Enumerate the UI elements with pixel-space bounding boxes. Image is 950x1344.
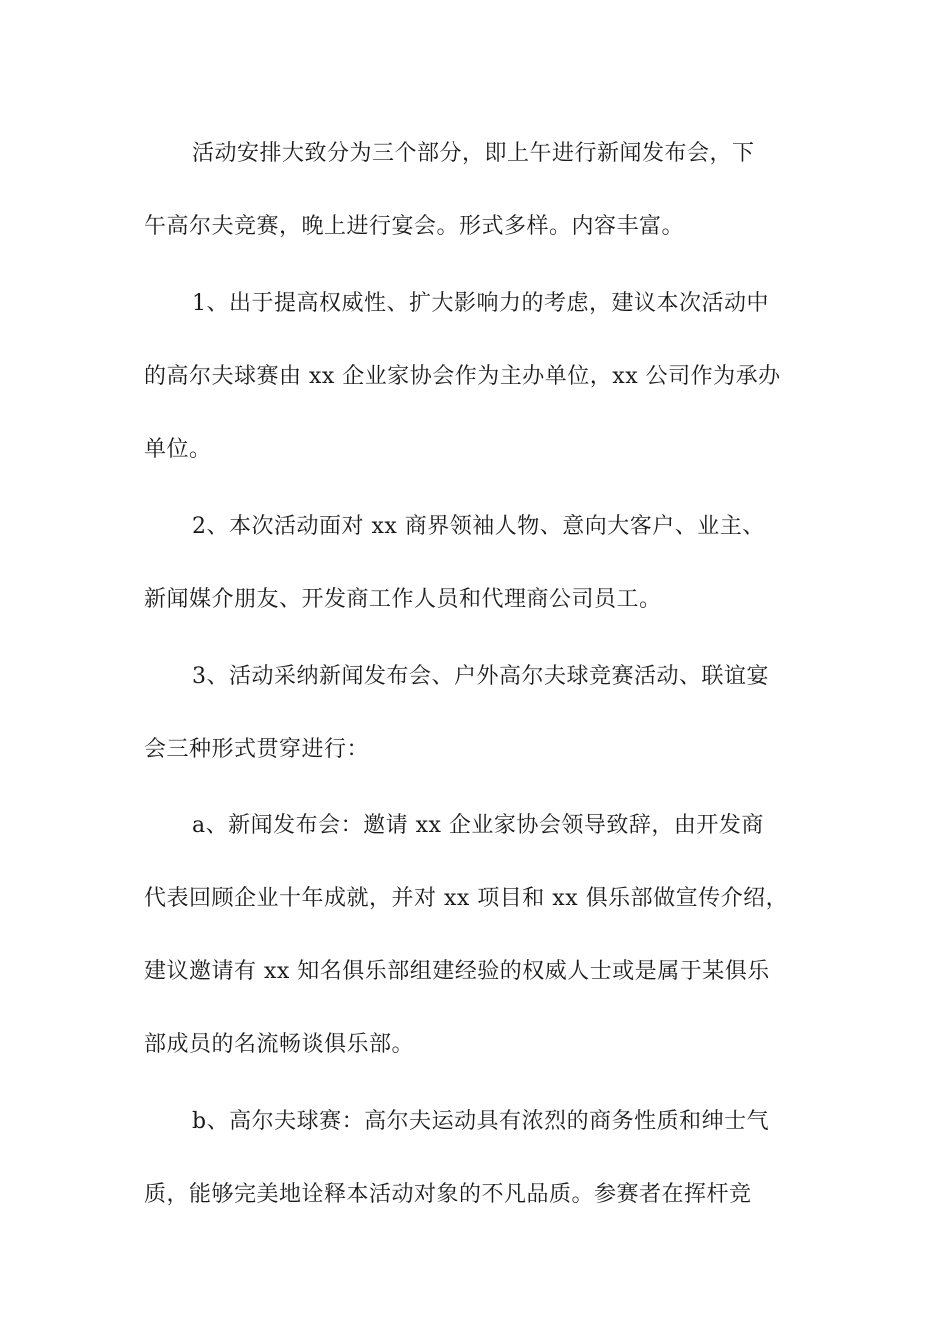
paragraph-2-line-2: 的高尔夫球赛由 xx 企业家协会作为主办单位，xx 公司作为承办 xyxy=(144,364,781,389)
paragraph-5-line-4: 部成员的名流畅谈俱乐部。 xyxy=(144,1032,415,1057)
paragraph-3-line-2: 新闻媒介朋友、开发商工作人员和代理商公司员工。 xyxy=(144,587,662,612)
paragraph-1-line-1: 活动安排大致分为三个部分，即上午进行新闻发布会，下 xyxy=(192,141,755,166)
paragraph-3-line-1: 2、本次活动面对 xx 商界领袖人物、意向大客户、业主、 xyxy=(192,514,765,539)
paragraph-6-line-2: 质，能够完美地诠释本活动对象的不凡品质。参赛者在挥杆竞 xyxy=(144,1182,752,1207)
paragraph-5-line-2: 代表回顾企业十年成就，并对 xx 项目和 xx 俱乐部做宣传介绍， xyxy=(144,886,789,911)
paragraph-6-line-1: b、高尔夫球赛：高尔夫运动具有浓烈的商务性质和绅士气 xyxy=(192,1109,770,1134)
paragraph-5-line-3: 建议邀请有 xx 知名俱乐部组建经验的权威人士或是属于某俱乐 xyxy=(144,959,770,984)
paragraph-1-line-2: 午高尔夫竞赛，晚上进行宴会。形式多样。内容丰富。 xyxy=(144,214,685,239)
paragraph-2-line-3: 单位。 xyxy=(144,437,212,462)
paragraph-4-line-1: 3、活动采纳新闻发布会、户外高尔夫球竞赛活动、联谊宴 xyxy=(192,664,769,689)
paragraph-2-line-1: 1、出于提高权威性、扩大影响力的考虑，建议本次活动中 xyxy=(192,291,769,316)
paragraph-4-line-2: 会三种形式贯穿进行： xyxy=(144,737,370,762)
paragraph-5-line-1: a、新闻发布会：邀请 xx 企业家协会领导致辞，由开发商 xyxy=(192,813,764,838)
